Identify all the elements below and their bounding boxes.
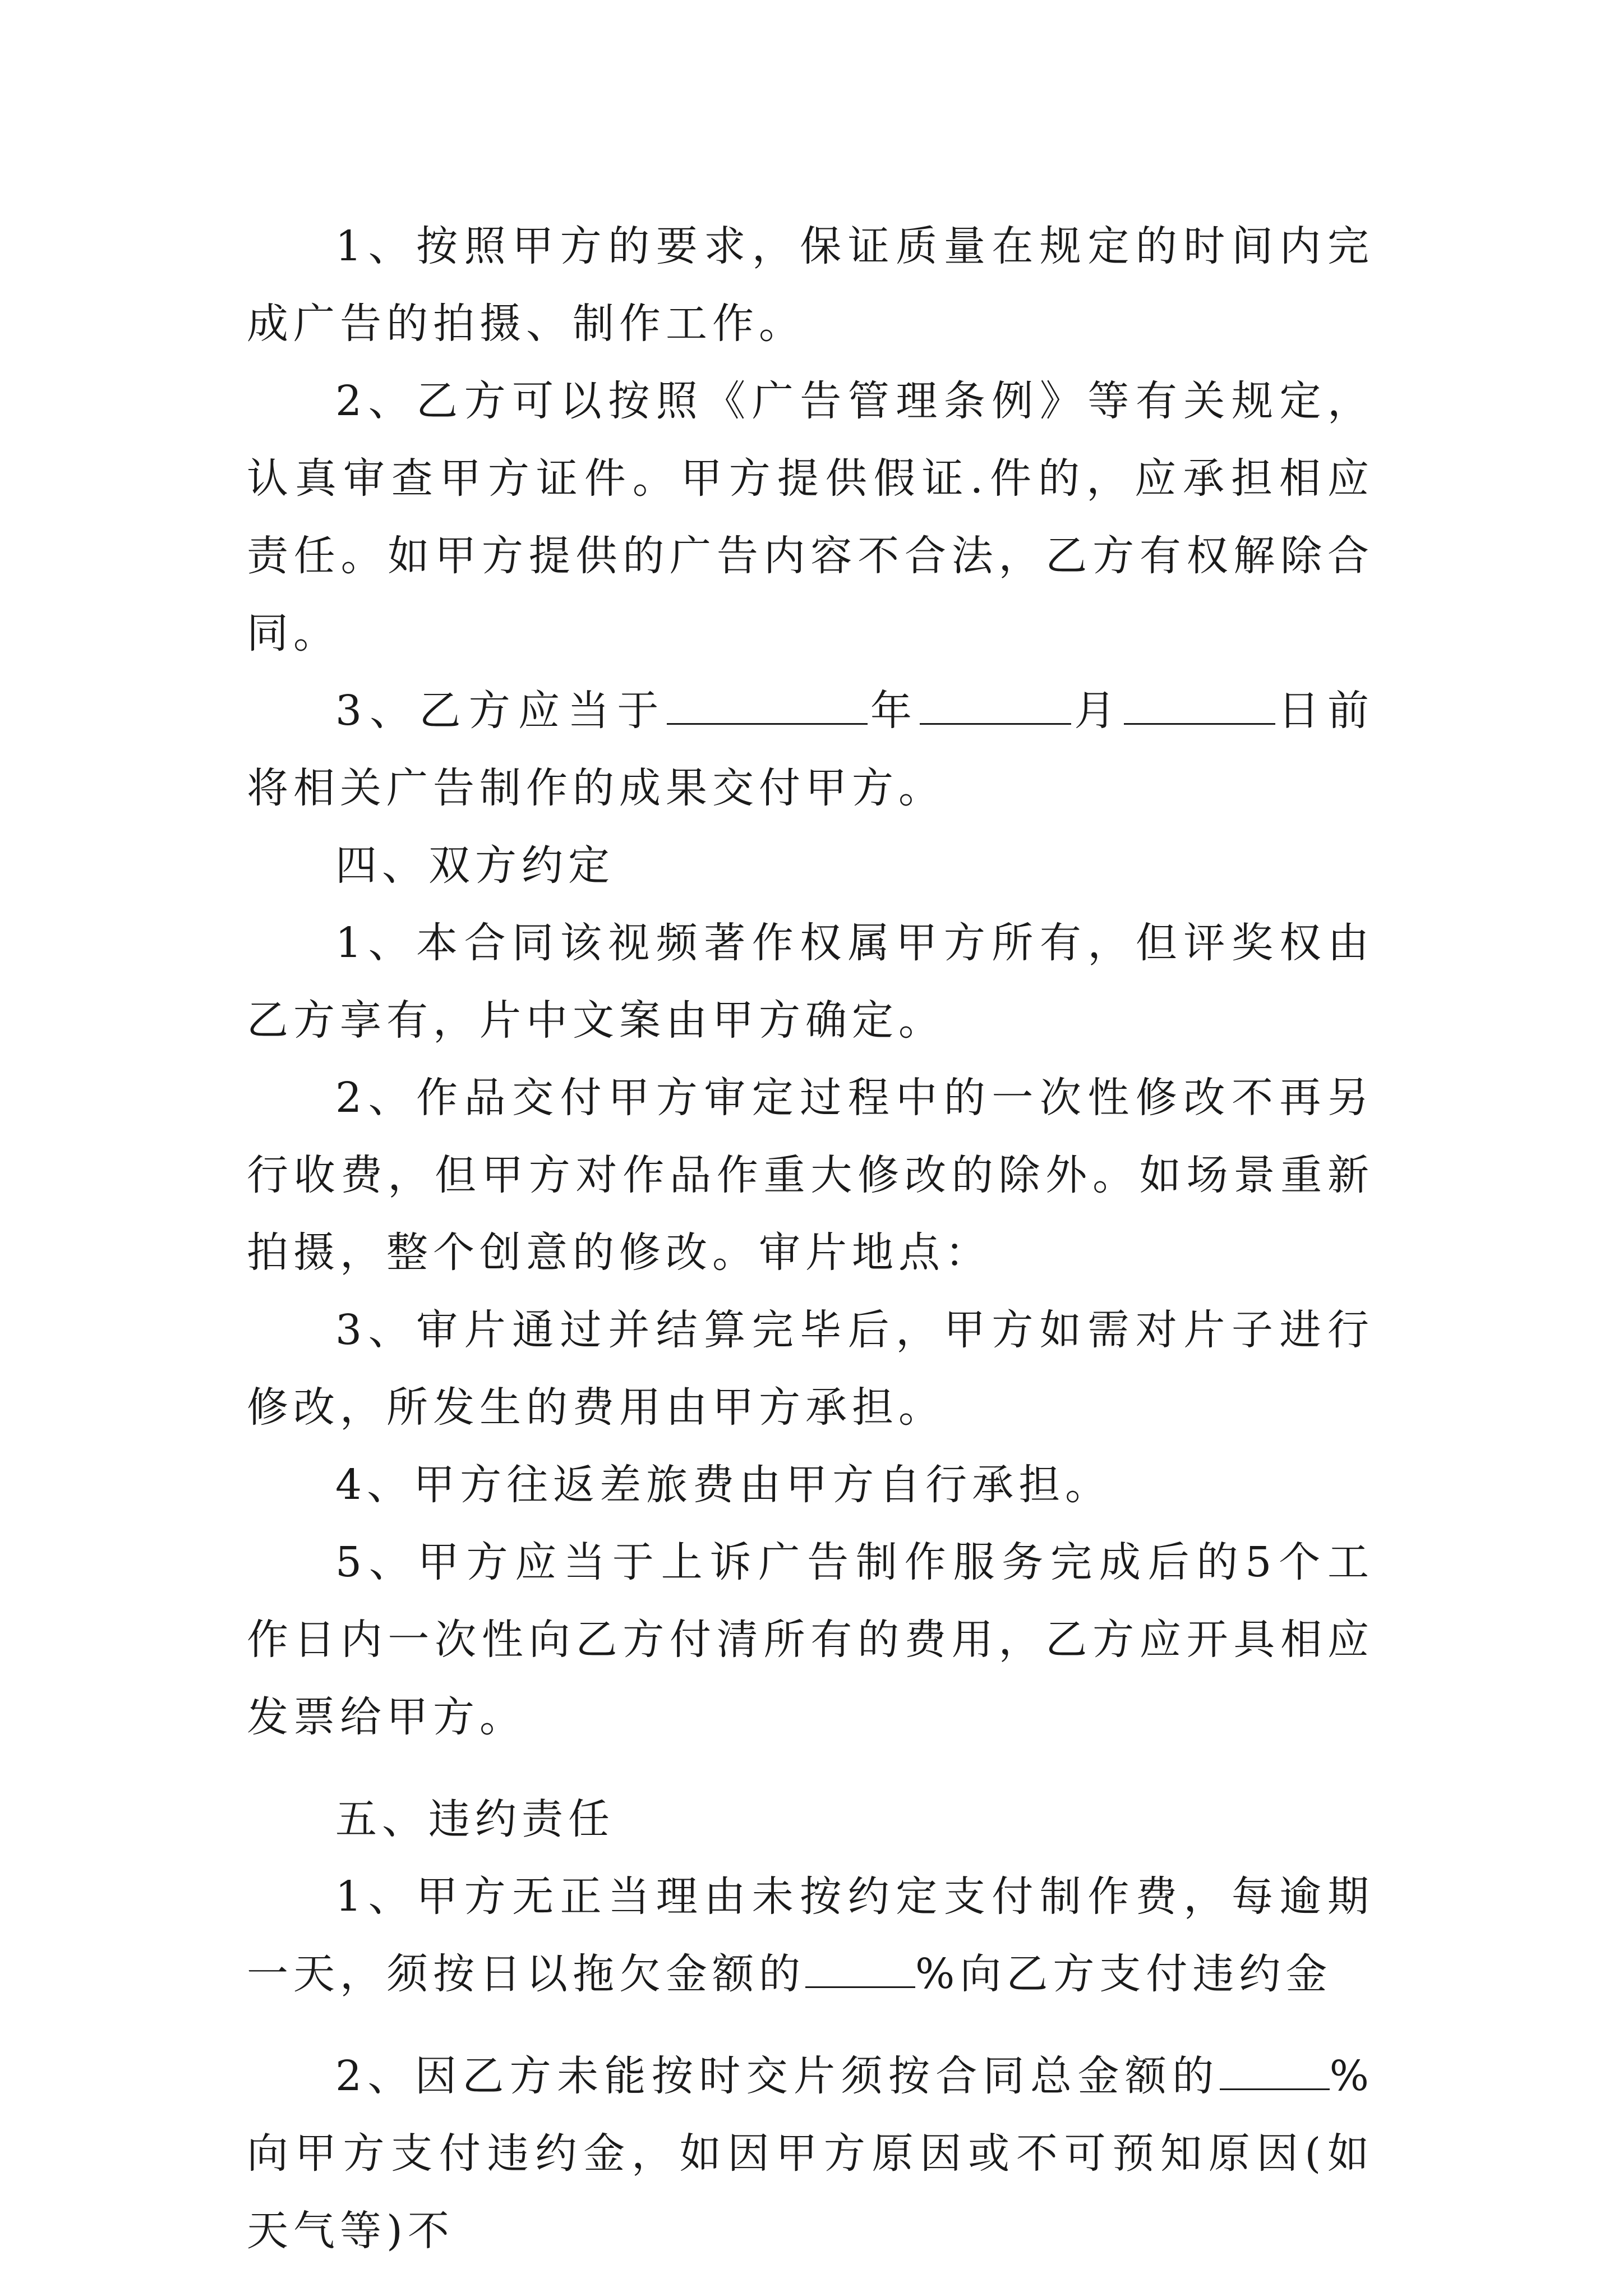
month-blank — [920, 685, 1071, 725]
paragraph-5-1-part-a: 1、甲方无正当理由未按约定支付制作费，每逾期一天，须按日以拖欠金额的 — [247, 1872, 1374, 1998]
paragraph-3-3-part-d: 日前将相关广告制作的成果交付甲方。 — [247, 687, 1375, 812]
document-body — [247, 208, 1374, 2270]
paragraph-5-2 — [247, 2037, 1374, 2270]
section-heading-5: 五、违约责任 — [335, 1795, 615, 1843]
paragraph-4-3: 3、审片通过并结算完毕后，甲方如需对片子进行修改，所发生的费用由甲方承担。 — [247, 1306, 1374, 1432]
paragraph-3-3-part-b: 年 — [867, 687, 920, 735]
paragraph-4-5: 5、甲方应当于上诉广告制作服务完成后的5个工作日内一次性向乙方付清所有的费用，乙方应开具相应发票给甲方。 — [247, 1538, 1374, 1741]
paragraph-3-3-part-c: 月 — [1071, 687, 1124, 735]
section-heading-4: 四、双方约定 — [335, 841, 615, 890]
paragraph-3-2: 2、乙方可以按照《广告管理条例》等有关规定，认真审查甲方证件。甲方提供假证.件的，应承担相应责任。如甲方提供的广告内容不合法，乙方有权解除合同。 — [247, 377, 1374, 657]
year-blank — [667, 685, 868, 725]
paragraph-3-1: 1、按照甲方的要求，保证质量在规定的时间内完成广告的拍摄、制作工作。 — [247, 222, 1374, 348]
paragraph-4-4: 4、甲方往返差旅费由甲方自行承担。 — [335, 1461, 1112, 1509]
paragraph-3-3 — [247, 672, 1374, 827]
paragraph-5-1-part-b: %向乙方支付违约金 — [915, 1950, 1332, 1998]
paragraph-4-1: 1、本合同该视频著作权属甲方所有，但评奖权由乙方享有，片中文案由甲方确定。 — [247, 919, 1374, 1045]
paragraph-3-3-part-a: 3、乙方应当于 — [335, 687, 667, 735]
paragraph-5-1 — [247, 1858, 1374, 2013]
percent-blank-1 — [805, 1949, 915, 1988]
day-blank — [1124, 685, 1275, 725]
paragraph-4-2: 2、作品交付甲方审定过程中的一次性修改不再另行收费，但甲方对作品作重大修改的除外。如场景重新拍摄，整个创意的修改。审片地点： — [247, 1074, 1374, 1277]
paragraph-5-2-part-b: %向甲方支付违约金，如因甲方原因或不可预知原因(如天气等)不 — [247, 2052, 1374, 2255]
percent-blank-2 — [1220, 2051, 1330, 2090]
paragraph-5-2-part-a: 2、因乙方未能按时交片须按合同总金额的 — [335, 2052, 1220, 2100]
